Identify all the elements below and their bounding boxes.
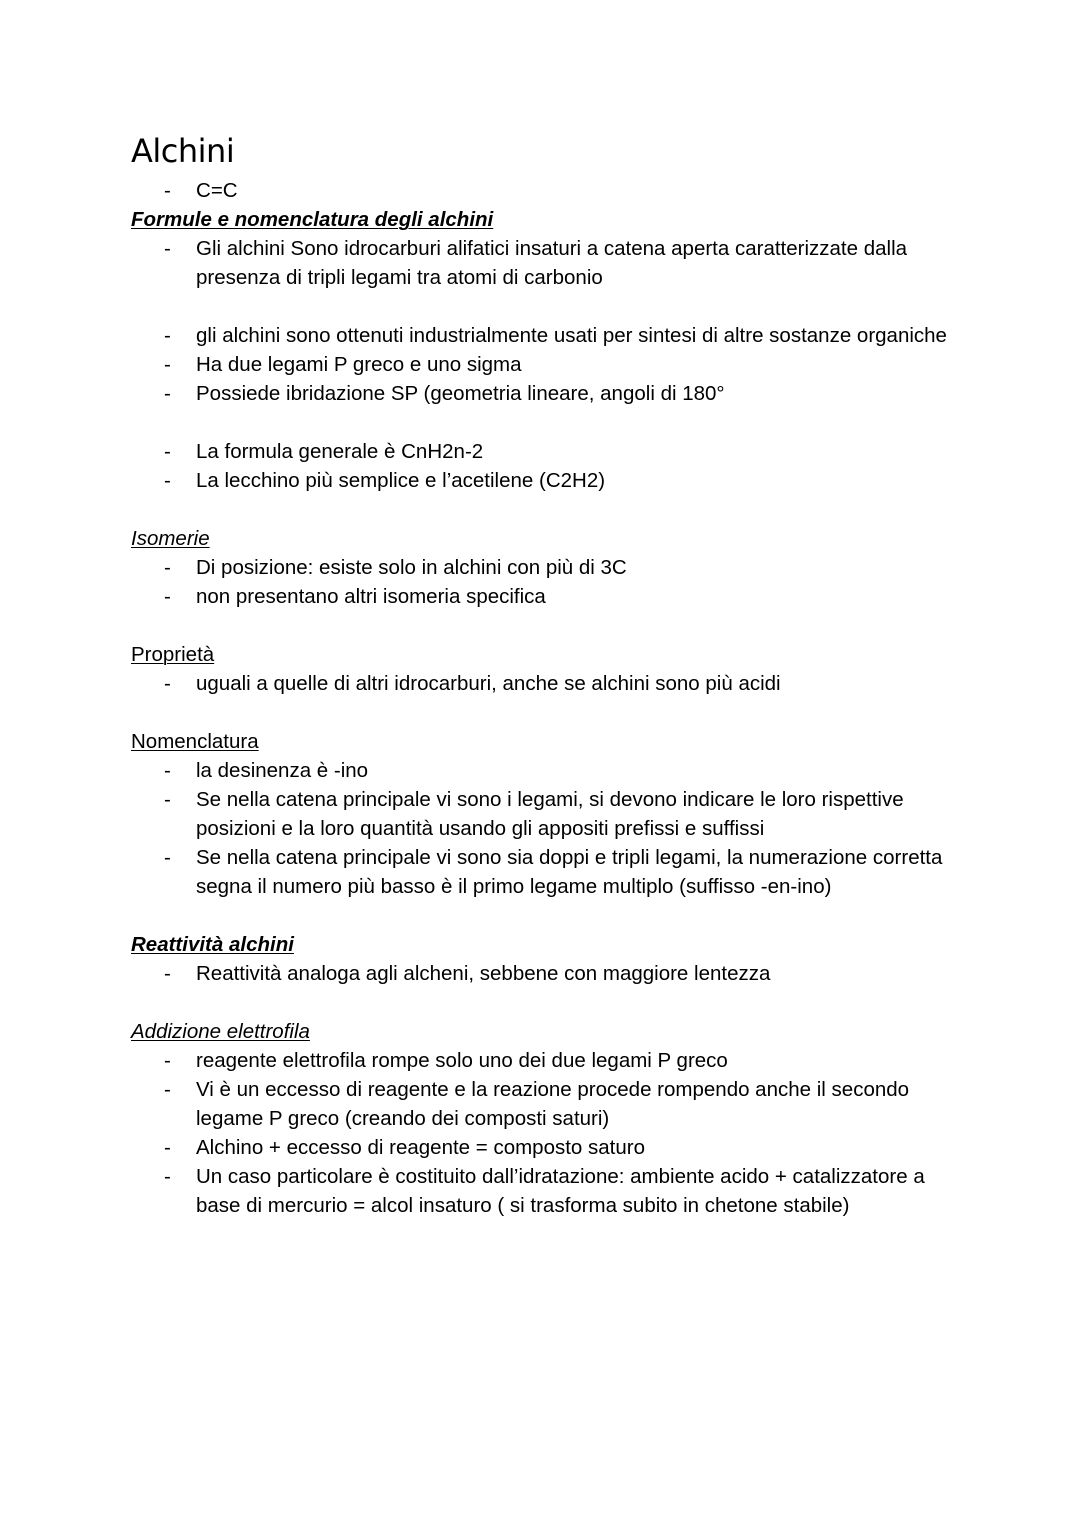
list-item: - la desinenza è -ino	[131, 756, 961, 785]
nomenclatura-list	[131, 756, 961, 901]
list-item: - gli alchini sono ottenuti industrialmente usati per sintesi di altre sostanze organiche	[131, 321, 961, 350]
triple-bond-symbol: =	[210, 179, 223, 202]
page-title: Alchini	[131, 132, 235, 170]
formula-list	[131, 176, 961, 205]
formule-list-a	[131, 234, 961, 292]
list-item: - Un caso particolare è costituito dall’idratazione: ambiente acido + catalizzatore a base di mercurio = alcol insaturo ( si trasforma subito in chetone stabile)	[131, 1162, 961, 1220]
list-item: - Se nella catena principale vi sono i legami, si devono indicare le loro rispettive posizioni e la loro quantità usando gli appositi prefissi e suffissi	[131, 785, 961, 843]
list-item: - La lecchino più semplice e l’acetilene (C2H2)	[131, 466, 961, 495]
addizione-list	[131, 1046, 961, 1220]
list-item: - Alchino + eccesso di reagente = composto saturo	[131, 1133, 961, 1162]
formula-atom: C	[222, 179, 238, 202]
list-item: - uguali a quelle di altri idrocarburi, anche se alchini sono più acidi	[131, 669, 961, 698]
section-heading-addizione: Addizione elettrofila	[131, 1020, 310, 1043]
proprieta-list	[131, 669, 961, 698]
list-item: - Possiede ibridazione SP (geometria lineare, angoli di 180°	[131, 379, 961, 408]
list-item: - La formula generale è CnH2n-2	[131, 437, 961, 466]
list-item: - non presentano altri isomeria specifica	[131, 582, 961, 611]
list-item: - Ha due legami P greco e uno sigma	[131, 350, 961, 379]
list-item: - Di posizione: esiste solo in alchini con più di 3C	[131, 553, 961, 582]
list-item: - reagente elettrofila rompe solo uno dei due legami P greco	[131, 1046, 961, 1075]
list-item: - Gli alchini Sono idrocarburi alifatici insaturi a catena aperta caratterizzate dalla presenza di tripli legami tra atomi di carbonio	[131, 234, 961, 292]
list-item: - Reattività analoga agli alcheni, sebbene con maggiore lentezza	[131, 959, 961, 988]
isomerie-list	[131, 553, 961, 611]
reattivita-list	[131, 959, 961, 988]
list-item-formula	[131, 176, 961, 205]
list-item: - Se nella catena principale vi sono sia doppi e tripli legami, la numerazione corretta segna il numero più basso è il primo legame multiplo (suffisso -en-ino)	[131, 843, 961, 901]
formula-atom: C	[196, 179, 211, 202]
section-heading-proprieta: Proprietà	[131, 643, 215, 666]
section-heading-reattivita: Reattività alchini	[131, 933, 294, 956]
section-heading-nomenclatura: Nomenclatura	[131, 730, 259, 753]
formule-list-b	[131, 321, 961, 408]
section-heading-formule: Formule e nomenclatura degli alchini	[131, 208, 494, 231]
document-body	[131, 176, 961, 1220]
section-heading-isomerie: Isomerie	[131, 527, 210, 550]
formule-list-c	[131, 437, 961, 495]
list-item: - Vi è un eccesso di reagente e la reazione procede rompendo anche il secondo legame P greco (creando dei composti saturi)	[131, 1075, 961, 1133]
